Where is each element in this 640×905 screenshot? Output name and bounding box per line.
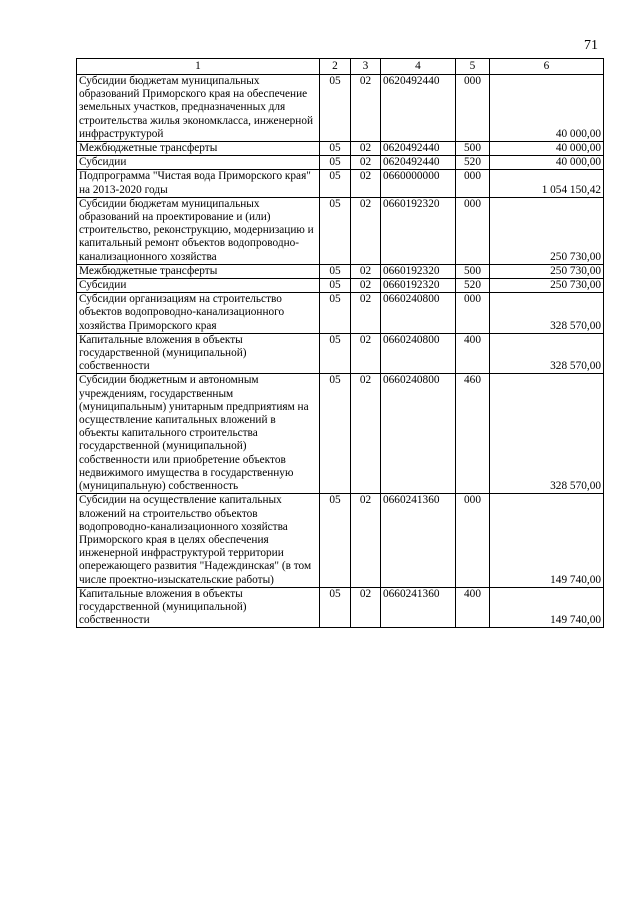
row-name: Субсидии	[77, 156, 320, 170]
row-expense-type: 520	[456, 156, 490, 170]
row-section: 05	[320, 75, 351, 142]
row-target-code: 0620492440	[381, 156, 456, 170]
row-amount: 250 730,00	[490, 197, 604, 264]
row-target-code: 0660192320	[381, 279, 456, 293]
header-cell: 3	[351, 59, 381, 75]
table-row	[77, 494, 604, 587]
row-name: Подпрограмма "Чистая вода Приморского края" на 2013-2020 годы	[77, 170, 320, 197]
header-cell: 6	[490, 59, 604, 75]
row-amount: 328 570,00	[490, 374, 604, 494]
row-expense-type: 000	[456, 170, 490, 197]
row-subsection: 02	[351, 374, 381, 494]
row-amount: 40 000,00	[490, 156, 604, 170]
row-name: Субсидии на осуществление капитальных вложений на строительство объектов водопроводно-канализационного хозяйства Приморского края в целях обеспечения инженерной инфраструктурой территории опережающего развития "Надеждинская" (в том числе проектно-изыскательские работы)	[77, 494, 320, 587]
row-target-code: 0660192320	[381, 264, 456, 278]
table-row	[77, 587, 604, 628]
row-name: Межбюджетные трансферты	[77, 264, 320, 278]
row-subsection: 02	[351, 494, 381, 587]
row-expense-type: 000	[456, 75, 490, 142]
table-row	[77, 75, 604, 142]
row-section: 05	[320, 374, 351, 494]
row-amount: 149 740,00	[490, 494, 604, 587]
row-expense-type: 500	[456, 264, 490, 278]
row-name: Субсидии бюджетам муниципальных образований на проектирование и (или) строительство, реконструкцию, модернизацию и капитальный ремонт объектов водопроводно-канализационного хозяйства	[77, 197, 320, 264]
row-section: 05	[320, 142, 351, 156]
row-subsection: 02	[351, 279, 381, 293]
row-target-code: 0660000000	[381, 170, 456, 197]
row-subsection: 02	[351, 293, 381, 334]
table-row	[77, 170, 604, 197]
row-expense-type: 400	[456, 587, 490, 628]
budget-table	[76, 58, 604, 628]
row-subsection: 02	[351, 197, 381, 264]
row-name: Субсидии бюджетным и автономным учреждениям, государственным (муниципальным) унитарным предприятиям на осуществление капитальных вложений в объекты капитального строительства государственной (муниципальной) собственности или приобретение объектов недвижимого имущества в государственную (муниципальную) собственность	[77, 374, 320, 494]
row-amount: 250 730,00	[490, 264, 604, 278]
row-expense-type: 460	[456, 374, 490, 494]
row-expense-type: 000	[456, 197, 490, 264]
row-subsection: 02	[351, 142, 381, 156]
row-subsection: 02	[351, 75, 381, 142]
row-target-code: 0660192320	[381, 197, 456, 264]
table-row	[77, 374, 604, 494]
row-section: 05	[320, 197, 351, 264]
row-target-code: 0660240800	[381, 293, 456, 334]
row-name: Капитальные вложения в объекты государственной (муниципальной) собственности	[77, 587, 320, 628]
row-expense-type: 400	[456, 333, 490, 374]
table-row	[77, 333, 604, 374]
table-row	[77, 293, 604, 334]
row-amount: 328 570,00	[490, 333, 604, 374]
row-expense-type: 000	[456, 293, 490, 334]
page-number: 71	[584, 38, 598, 53]
header-cell: 1	[77, 59, 320, 75]
row-target-code: 0660241360	[381, 494, 456, 587]
table-header-row	[77, 59, 604, 75]
row-name: Межбюджетные трансферты	[77, 142, 320, 156]
row-section: 05	[320, 293, 351, 334]
header-cell: 5	[456, 59, 490, 75]
row-expense-type: 500	[456, 142, 490, 156]
row-target-code: 0660241360	[381, 587, 456, 628]
table-row	[77, 279, 604, 293]
row-amount: 40 000,00	[490, 142, 604, 156]
row-section: 05	[320, 170, 351, 197]
row-expense-type: 520	[456, 279, 490, 293]
row-section: 05	[320, 156, 351, 170]
table-row	[77, 142, 604, 156]
row-amount: 149 740,00	[490, 587, 604, 628]
row-subsection: 02	[351, 587, 381, 628]
row-name: Субсидии	[77, 279, 320, 293]
row-subsection: 02	[351, 264, 381, 278]
row-expense-type: 000	[456, 494, 490, 587]
header-cell: 4	[381, 59, 456, 75]
row-subsection: 02	[351, 156, 381, 170]
row-section: 05	[320, 279, 351, 293]
table-row	[77, 264, 604, 278]
row-subsection: 02	[351, 333, 381, 374]
table-row	[77, 197, 604, 264]
row-target-code: 0620492440	[381, 142, 456, 156]
row-name: Субсидии бюджетам муниципальных образований Приморского края на обеспечение земельных участков, предназначенных для строительства жилья экономкласса, инженерной инфраструктурой	[77, 75, 320, 142]
row-subsection: 02	[351, 170, 381, 197]
table-row	[77, 156, 604, 170]
header-cell: 2	[320, 59, 351, 75]
row-section: 05	[320, 264, 351, 278]
row-section: 05	[320, 494, 351, 587]
row-target-code: 0660240800	[381, 374, 456, 494]
row-target-code: 0660240800	[381, 333, 456, 374]
row-amount: 328 570,00	[490, 293, 604, 334]
row-amount: 40 000,00	[490, 75, 604, 142]
row-target-code: 0620492440	[381, 75, 456, 142]
row-amount: 1 054 150,42	[490, 170, 604, 197]
row-name: Капитальные вложения в объекты государственной (муниципальной) собственности	[77, 333, 320, 374]
row-amount: 250 730,00	[490, 279, 604, 293]
row-section: 05	[320, 333, 351, 374]
row-section: 05	[320, 587, 351, 628]
row-name: Субсидии организациям на строительство объектов водопроводно-канализационного хозяйства Приморского края	[77, 293, 320, 334]
